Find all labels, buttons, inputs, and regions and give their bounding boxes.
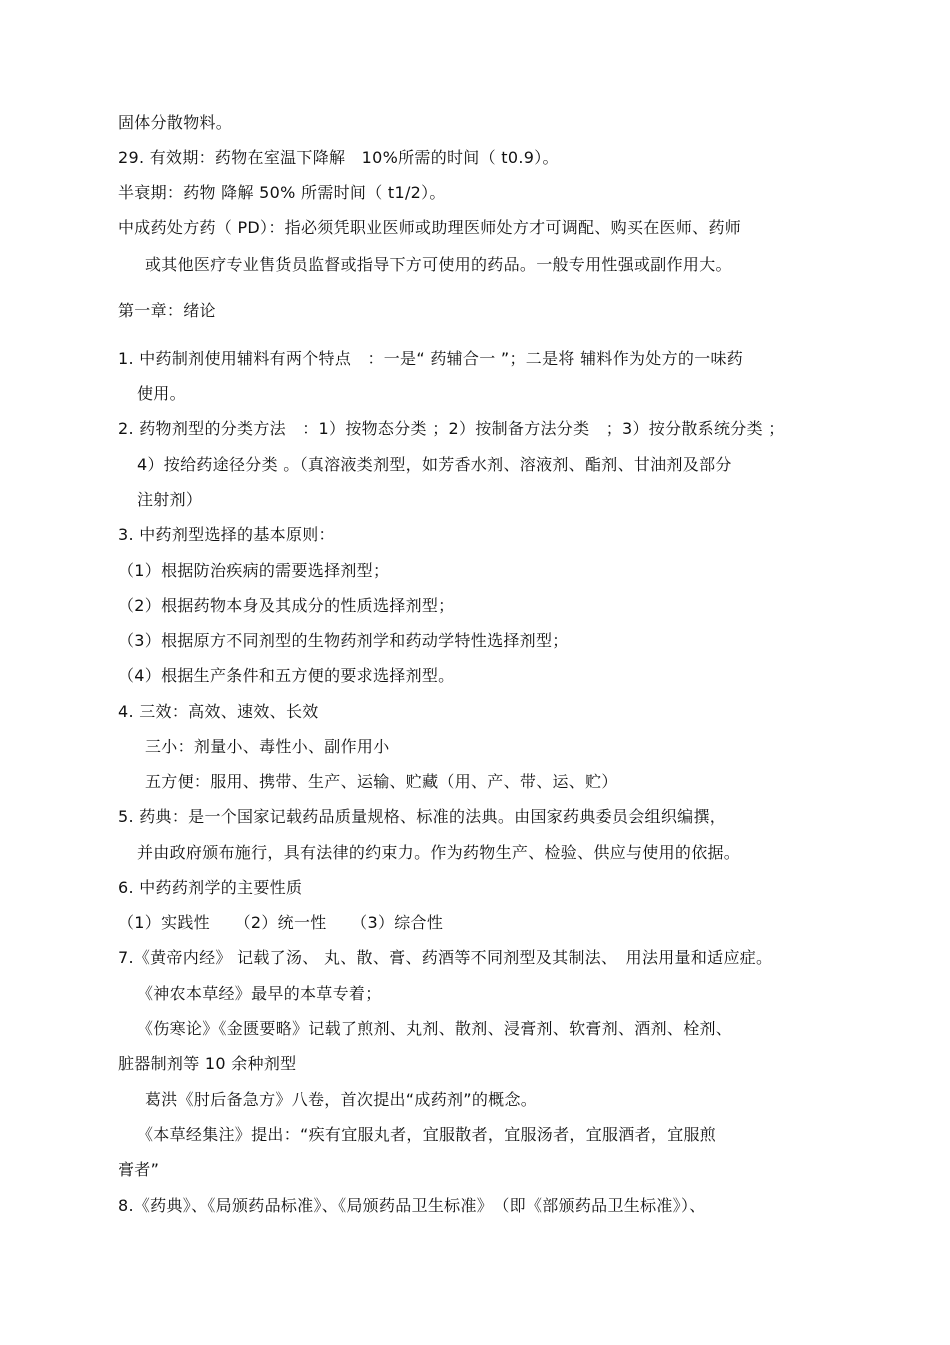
text-line: 1. 中药制剂使用辅料有两个特点 ：一是“ 药辅合一 ”；二是将 辅料作为处方的一味药 xyxy=(118,349,744,368)
list-item: （2）根据药物本身及其成分的性质选择剂型； xyxy=(118,596,455,615)
chapter-heading: 第一章：绪论 xyxy=(118,301,216,320)
text-line: 脏器制剂等 10 余种剂型 xyxy=(118,1054,297,1073)
text-line: 葛洪《肘后备急方》八卷，首次提出“成药剂”的概念。 xyxy=(145,1090,538,1109)
text-line: 《本草经集注》提出：“疾有宜服丸者，宜服散者，宜服汤者，宜服酒者，宜服煎 xyxy=(137,1125,717,1144)
section-heading: 3. 中药剂型选择的基本原则： xyxy=(118,525,335,544)
text-line: 8.《药典》、《局颁药品标准》、《局颁药品卫生标准》 （即《部颁药品卫生标准》）、 xyxy=(118,1196,706,1215)
text-line: 4. 三效：高效、速效、长效 xyxy=(118,702,319,721)
text-line: （1）实践性 （2）统一性 （3）综合性 xyxy=(118,913,444,932)
text-line: 使用。 xyxy=(137,384,186,403)
text-line: 半衰期：药物 降解 50% 所需时间（ t1/2）。 xyxy=(118,183,446,202)
text-line: 5. 药典：是一个国家记载药品质量规格、标准的法典。由国家药典委员会组织编撰， xyxy=(118,807,727,826)
text-line: 三小：剂量小、毒性小、副作用小 xyxy=(145,737,390,756)
text-line: 7.《黄帝内经》 记载了汤、 丸、散、膏、药酒等不同剂型及其制法、 用法用量和适应症。 xyxy=(118,948,773,967)
text-line: 《伤寒论》《金匮要略》记载了煎剂、丸剂、散剂、浸膏剂、软膏剂、酒剂、栓剂、 xyxy=(137,1019,733,1038)
text-line: 注射剂） xyxy=(137,490,203,509)
text-line: 或其他医疗专业售货员监督或指导下方可使用的药品。一般专用性强或副作用大。 xyxy=(145,255,732,274)
text-line: 中成药处方药（ PD）：指必须凭职业医师或助理医师处方才可调配、购买在医师、药师 xyxy=(118,218,742,237)
text-line: 29. 有效期：药物在室温下降解 10%所需的时间（ t0.9）。 xyxy=(118,148,559,167)
list-item: （4）根据生产条件和五方便的要求选择剂型。 xyxy=(118,666,455,685)
list-item: （1）根据防治疾病的需要选择剂型； xyxy=(118,561,390,580)
text-line: 《神农本草经》最早的本草专着； xyxy=(137,984,382,1003)
text-line: 4）按给药途径分类 。（真溶液类剂型，如芳香水剂、溶液剂、酯剂、甘油剂及部分 xyxy=(137,455,732,474)
text-line: 固体分散物料。 xyxy=(118,113,233,132)
text-line: 膏者” xyxy=(118,1160,160,1179)
text-line: 2. 药物剂型的分类方法 ：1）按物态分类 ；2）按制备方法分类 ；3）按分散系统分类 ； xyxy=(118,419,785,438)
text-line: 并由政府颁布施行，具有法律的约束力。作为药物生产、检验、供应与使用的依据。 xyxy=(137,843,741,862)
list-item: （3）根据原方不同剂型的生物药剂学和药动学特性选择剂型； xyxy=(118,631,569,650)
text-line: 6. 中药药剂学的主要性质 xyxy=(118,878,303,897)
text-line: 五方便：服用、携带、生产、运输、贮藏（用、产、带、运、贮） xyxy=(145,772,618,791)
